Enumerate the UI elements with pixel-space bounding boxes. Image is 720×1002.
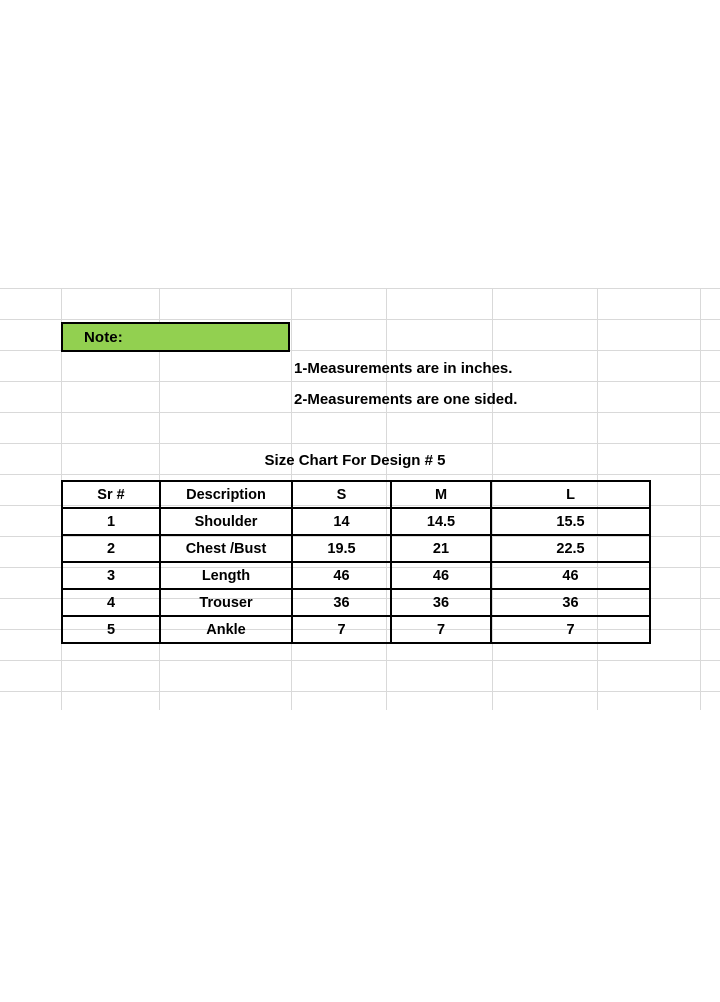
note-line-measurements-inches: 1-Measurements are in inches. [294,360,513,377]
cell-description: Chest /Bust [160,535,292,562]
note-label: Note: [84,328,123,346]
column-header-l: L [491,481,650,508]
cell-size-m: 46 [391,562,491,589]
note-highlight-cell [61,322,290,352]
cell-size-s: 19.5 [292,535,391,562]
spreadsheet-area [0,288,720,710]
grid-col-line [700,288,701,710]
grid-row-line [0,381,720,382]
cell-size-s: 7 [292,616,391,643]
cell-size-l: 7 [491,616,650,643]
cell-sr: 1 [62,508,160,535]
cell-description: Shoulder [160,508,292,535]
cell-description: Ankle [160,616,292,643]
grid-row-line [0,319,720,320]
grid-row-line [0,474,720,475]
column-header-description: Description [160,481,292,508]
column-header-sr: Sr # [62,481,160,508]
cell-size-m: 21 [391,535,491,562]
cell-size-s: 14 [292,508,391,535]
table-row [62,616,650,643]
cell-sr: 4 [62,589,160,616]
grid-row-line [0,412,720,413]
table-row [62,535,650,562]
cell-size-s: 36 [292,589,391,616]
table-row [62,508,650,535]
cell-size-l: 22.5 [491,535,650,562]
cell-sr: 3 [62,562,160,589]
cell-size-l: 15.5 [491,508,650,535]
grid-row-line [0,660,720,661]
cell-size-m: 7 [391,616,491,643]
cell-size-s: 46 [292,562,391,589]
grid-row-line [0,288,720,289]
cell-description: Trouser [160,589,292,616]
cell-size-m: 14.5 [391,508,491,535]
cell-size-l: 36 [491,589,650,616]
cell-description: Length [160,562,292,589]
table-header-row [62,481,650,508]
column-header-m: M [391,481,491,508]
size-chart-table [61,480,651,644]
table-row [62,562,650,589]
grid-row-line [0,691,720,692]
size-chart-title: Size Chart For Design # 5 [264,452,446,469]
column-header-s: S [292,481,391,508]
note-line-measurements-one-sided: 2-Measurements are one sided. [294,391,518,408]
cell-sr: 5 [62,616,160,643]
cell-size-m: 36 [391,589,491,616]
table-row [62,589,650,616]
cell-size-l: 46 [491,562,650,589]
cell-sr: 2 [62,535,160,562]
grid-row-line [0,443,720,444]
